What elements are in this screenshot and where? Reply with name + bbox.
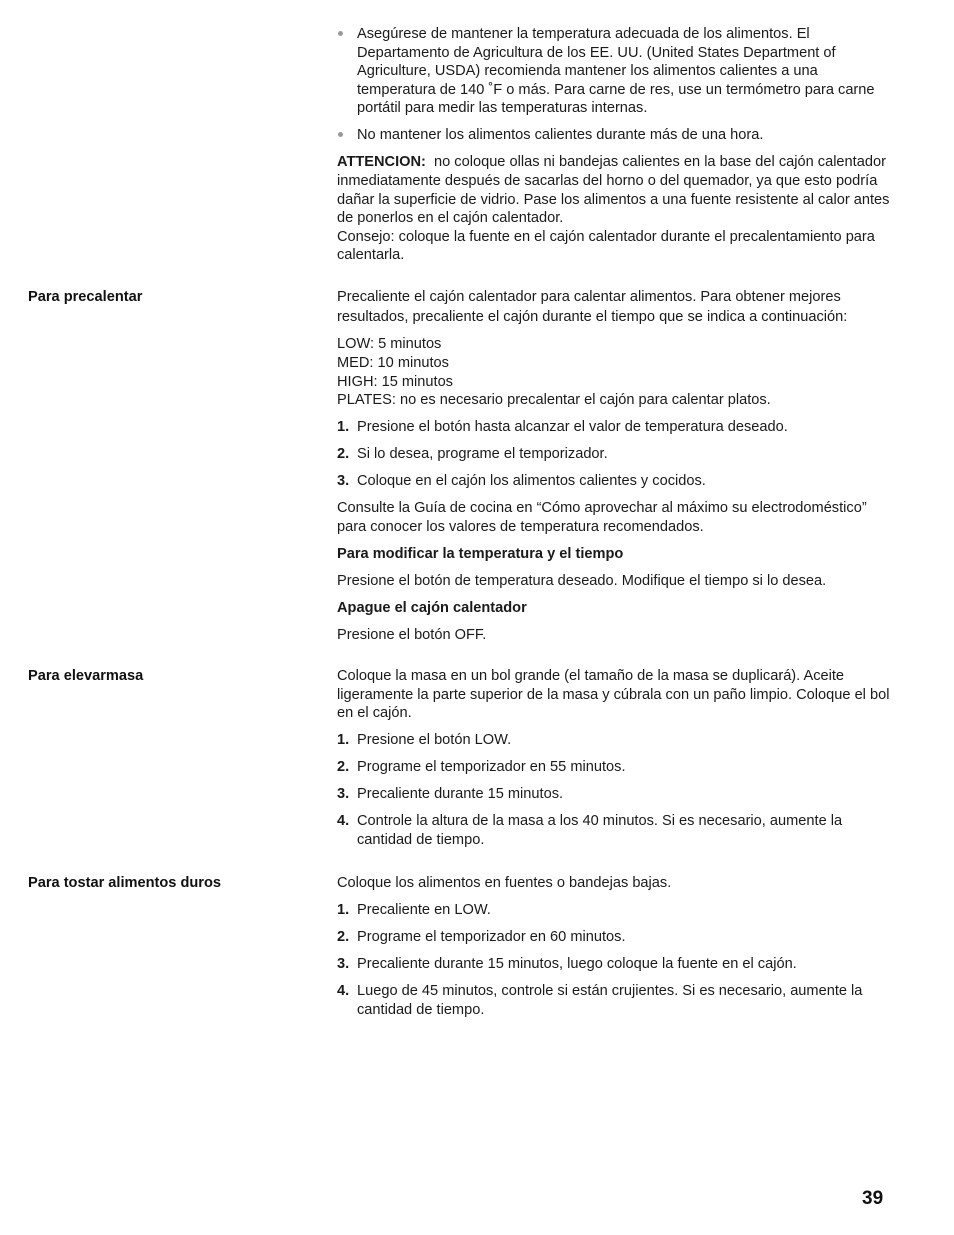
intro-section	[337, 25, 897, 265]
step-text: Precaliente durante 15 minutos.	[357, 786, 564, 803]
dough-heading: Para elevarmasa	[28, 668, 144, 684]
off-heading: Apague el cajón calentador	[337, 599, 527, 616]
step-number: 4.	[337, 982, 350, 999]
step-item	[337, 812, 897, 849]
preheat-level: LOW: 5 minutos	[337, 336, 442, 353]
dough-steps	[337, 731, 897, 849]
step-text: Presione el botón LOW.	[357, 732, 512, 749]
step-item	[337, 731, 897, 750]
step-number: 2.	[337, 759, 350, 776]
step-text: Programe el temporizador en 55 minutos.	[357, 759, 626, 776]
step-text: Luego de 45 minutos, controle si están crujientes. Si es necesario, aumente la cantidad de tiempo.	[357, 982, 863, 1018]
step-text: Si lo desea, programe el temporizador.	[357, 446, 608, 463]
step-number: 3.	[337, 955, 350, 972]
dough-intro: Coloque la masa en un bol grande (el tamaño de la masa se duplicará). Aceite ligeramente la parte superior de la masa y cúbrala con un paño limpio. Coloque el bol en el cajón.	[337, 668, 890, 722]
step-text: Presione el botón hasta alcanzar el valor de temperatura deseado.	[357, 419, 788, 436]
bullet-text: Asegúrese de mantener la temperatura adecuada de los alimentos. El Departamento de Agricultura de los EE. UU. (United States Department of Agriculture, USDA) recomienda mantener los alimentos calientes a una temperatura de 140 ˚F o más. Para carne de res, use un termómetro para carne portátil para medir las temperaturas internas.	[357, 26, 875, 117]
crisp-heading: Para tostar alimentos duros	[28, 875, 222, 891]
step-number: 1.	[337, 901, 350, 918]
step-text: Controle la altura de la masa a los 40 minutos. Si es necesario, aumente la cantidad de tiempo.	[357, 813, 843, 848]
crisp-section	[337, 874, 897, 1019]
crisp-intro: Coloque los alimentos en fuentes o bandejas bajas.	[337, 875, 672, 891]
step-item	[337, 982, 897, 1019]
step-text: Precaliente en LOW.	[357, 901, 491, 918]
step-item	[337, 928, 897, 947]
step-text: Programe el temporizador en 60 minutos.	[357, 928, 626, 945]
step-item	[337, 785, 897, 804]
preheat-level: PLATES: no es necesario precalentar el cajón para calentar platos.	[337, 392, 771, 409]
bullet-dot-icon	[338, 31, 343, 36]
step-item	[337, 418, 897, 437]
step-item	[337, 955, 897, 974]
crisp-steps	[337, 901, 897, 1019]
modify-heading: Para modificar la temperatura y el tiempo	[337, 545, 624, 562]
step-number: 1.	[337, 732, 350, 749]
preheat-heading: Para precalentar	[28, 289, 143, 305]
bullet-item	[337, 25, 897, 118]
bullet-text: No mantener los alimentos calientes durante más de una hora.	[357, 127, 764, 144]
bullet-item	[337, 126, 897, 145]
attention-text: no coloque ollas ni bandejas calientes en la base del cajón calentador inmediatamente después de sacarlas del horno o del quemador, ya que esto podría dañar la superficie de vidrio. Pase los alimentos a una fuente resistente al calor antes de ponerlos en el cajón calentador.	[337, 154, 890, 227]
dough-section	[337, 667, 897, 849]
preheat-steps	[337, 418, 897, 491]
preheat-level: MED: 10 minutos	[337, 354, 449, 371]
cooking-guide-note: Consulte la Guía de cocina en “Cómo aprovechar al máximo su electrodoméstico” para conocer los valores de temperatura recomendados.	[337, 500, 867, 535]
step-number: 2.	[337, 446, 350, 463]
step-number: 3.	[337, 473, 350, 490]
page-number: 39	[862, 1188, 884, 1209]
tip-text: Consejo: coloque la fuente en el cajón calentador durante el precalentamiento para calentarla.	[337, 228, 875, 264]
preheat-section	[337, 288, 897, 644]
step-item	[337, 901, 897, 920]
step-text: Precaliente durante 15 minutos, luego coloque la fuente en el cajón.	[357, 955, 797, 972]
attention-paragraph	[337, 153, 897, 227]
step-number: 4.	[337, 813, 350, 830]
step-number: 1.	[337, 419, 350, 436]
preheat-level: HIGH: 15 minutos	[337, 373, 453, 390]
attention-label: ATTENCION:	[337, 154, 426, 171]
off-text: Presione el botón OFF.	[337, 626, 487, 643]
step-number: 3.	[337, 786, 350, 803]
step-item	[337, 758, 897, 777]
bullet-dot-icon	[338, 132, 343, 137]
step-text: Coloque en el cajón los alimentos calientes y cocidos.	[357, 473, 706, 490]
modify-text: Presione el botón de temperatura deseado. Modifique el tiempo si lo desea.	[337, 572, 827, 589]
intro-bullet-list	[337, 25, 897, 145]
preheat-intro: Precaliente el cajón calentador para calentar alimentos. Para obtener mejores resultados, precaliente el cajón durante el tiempo que se indica a continuación:	[337, 289, 848, 325]
step-number: 2.	[337, 928, 350, 945]
step-item	[337, 445, 897, 464]
step-item	[337, 472, 897, 491]
